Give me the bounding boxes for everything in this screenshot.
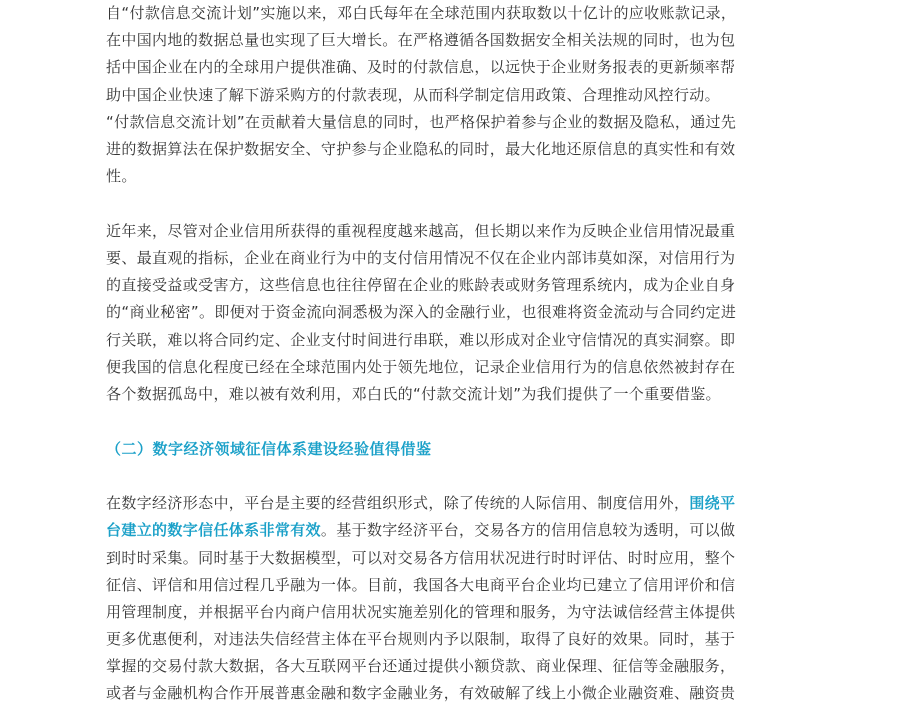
- paragraph-spacer: [106, 408, 784, 436]
- text-line: 性。: [106, 167, 137, 186]
- paragraph-digital-economy: [106, 490, 784, 708]
- text-line: 便我国的信息化程度已经在全球范围内处于领先地位，记录企业信用行为的信息依然被封存在: [106, 357, 736, 376]
- text-line: 近年来，尽管对企业信用所获得的重视程度越来越高，但长期以来作为反映企业信用情况最重: [106, 221, 736, 240]
- section-heading: （二）数字经济领域征信体系建设经验值得借鉴: [106, 439, 432, 458]
- text-line: 要、最直观的指标，企业在商业行为中的支付信用情况不仅在企业内部讳莫如深，对信用行为: [106, 249, 736, 267]
- text-line: [106, 517, 784, 544]
- text-span: 。基于数字经济平台，交易各方的信用信息较为透明，可以做: [320, 521, 736, 540]
- text-line: 助中国企业快速了解下游采购方的付款表现，从而科学制定信用政策、合理推动风控行动。: [106, 85, 721, 104]
- text-line: 或者与金融机构合作开展普惠金融和数字金融业务，有效破解了线上小微企业融资难、融资贵: [106, 684, 736, 703]
- text-line: 自“付款信息交流计划”实施以来，邓白氏每年在全球范围内获取数以十亿计的应收账款记录，: [106, 4, 737, 22]
- text-line: 行关联，难以将合同约定、企业支付时间进行串联，难以形成对企业守信情况的真实洞察。即: [106, 330, 736, 349]
- text-line: 用管理制度，并根据平台内商户信用状况实施差别化的管理和服务，为守法诚信经营主体提供: [106, 602, 736, 621]
- paragraph-spacer: [106, 463, 784, 491]
- paragraph-credit-importance: [106, 218, 784, 408]
- text-line: [106, 490, 784, 517]
- paragraph-payment-info-plan: [106, 0, 784, 190]
- text-line: “付款信息交流计划”在贡献着大量信息的同时，也严格保护着参与企业的数据及隐私，通过先: [106, 112, 737, 131]
- text-line: 进的数据算法在保护数据安全、守护参与企业隐私的同时，最大化地还原信息的真实性和有效: [106, 139, 736, 158]
- text-line: 的“商业秘密”。即便对于资金流向洞悉极为深入的金融行业，也很难将资金流动与合同约定进: [106, 303, 737, 322]
- text-line: 的直接受益或受害方，这些信息也往往停留在企业的账龄表或财务管理系统内，成为企业自身: [106, 276, 736, 295]
- text-line: 在中国内地的数据总量也实现了巨大增长。在严格遵循各国数据安全相关法规的同时，也为包: [106, 31, 736, 50]
- text-span: 在数字经济形态中，平台是主要的经营组织形式，除了传统的人际信用、制度信用外，: [106, 494, 690, 513]
- text-line: 征信、评信和用信过程几乎融为一体。目前，我国各大电商平台企业均已建立了信用评价和信: [106, 575, 736, 594]
- text-line: 各个数据孤岛中，难以被有效利用，邓白氏的“付款交流计划”为我们提供了一个重要借鉴。: [106, 384, 721, 403]
- text-line: 括中国企业在内的全球用户提供准确、及时的付款信息，以远快于企业财务报表的更新频率帮: [106, 58, 736, 77]
- text-line: 掌握的交易付款大数据，各大互联网平台还通过提供小额贷款、商业保理、征信等金融服务，: [106, 657, 736, 676]
- paragraph-spacer: [106, 190, 784, 218]
- text-line: 到时时采集。同时基于大数据模型，可以对交易各方信用状况进行时时评估、时时应用，整个: [106, 548, 736, 567]
- highlight-text: 台建立的数字信任体系非常有效: [106, 521, 321, 540]
- highlight-text: 围绕平: [689, 494, 736, 513]
- text-line: 更多优惠便利，对违法失信经营主体在平台规则内予以限制，取得了良好的效果。同时，基于: [106, 630, 736, 649]
- article-body: [106, 0, 784, 708]
